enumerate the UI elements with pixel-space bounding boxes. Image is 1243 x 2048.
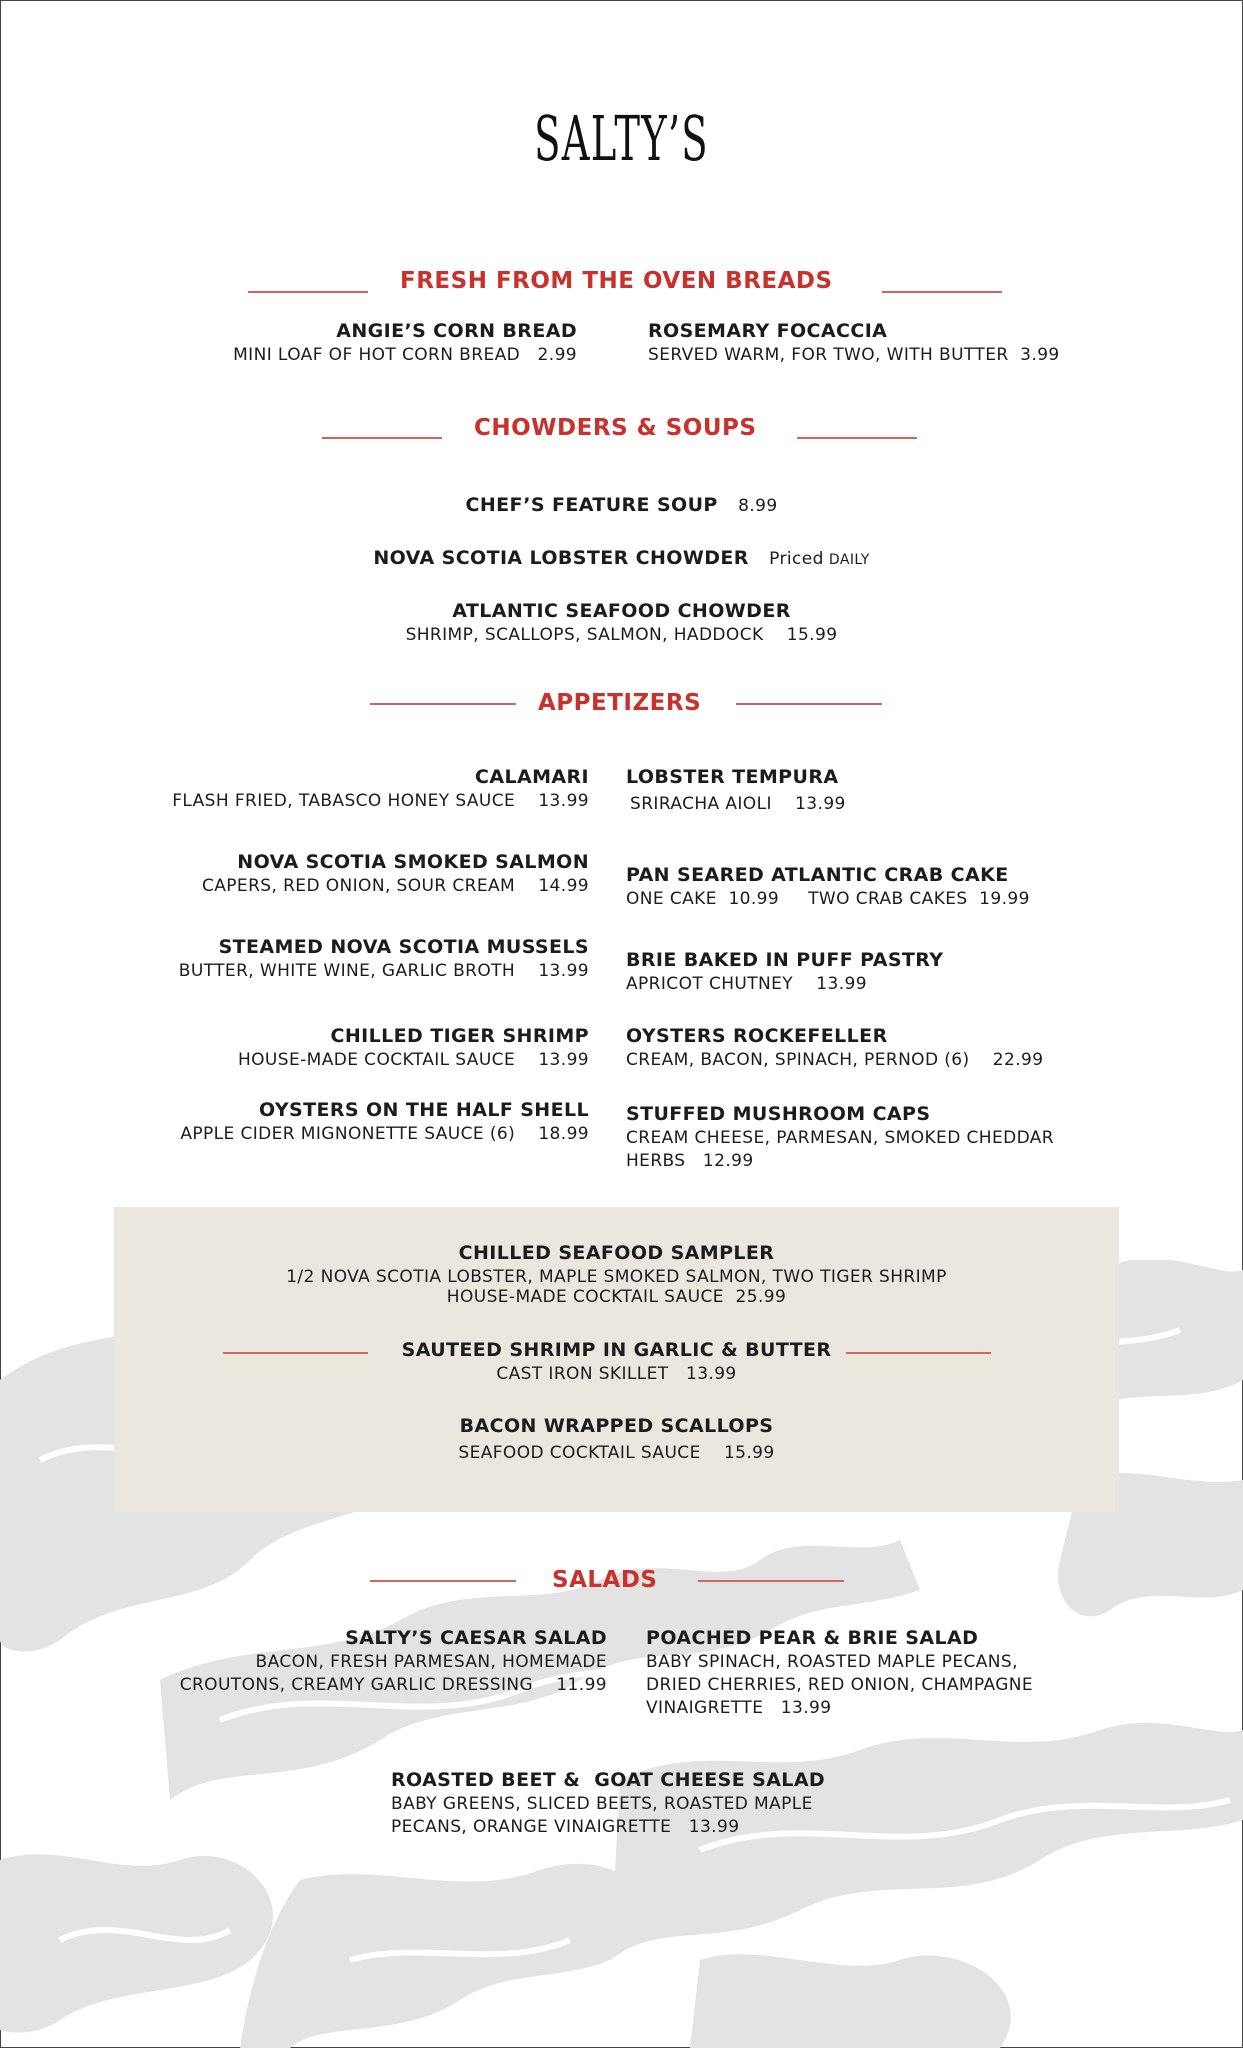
- menu-item: [172, 766, 589, 811]
- menu-item: [233, 320, 577, 365]
- item-desc: SEAFOOD COCKTAIL SAUCE: [458, 1443, 701, 1463]
- item-desc: BABY GREENS, SLICED BEETS, ROASTED MAPLE: [391, 1794, 813, 1814]
- item-desc: BACON, FRESH PARMESAN, HOMEMADE: [255, 1652, 607, 1672]
- item-desc-cont: CROUTONS, CREAMY GARLIC DRESSING: [179, 1675, 534, 1695]
- item-desc-cont: HOUSE-MADE COCKTAIL SAUCE: [446, 1287, 724, 1307]
- item-desc: FLASH FRIED, TABASCO HONEY SAUCE: [172, 791, 516, 811]
- item-price: 13.99: [795, 794, 846, 814]
- divider-rule: [698, 1580, 844, 1582]
- item-desc: 1/2 NOVA SCOTIA LOBSTER, MAPLE SMOKED SALMON, TWO TIGER SHRIMP: [286, 1267, 947, 1287]
- item-name: BRIE BAKED IN PUFF PASTRY: [626, 949, 944, 971]
- menu-item: [391, 1769, 825, 1837]
- menu-item: [626, 949, 943, 994]
- menu-item: [202, 851, 589, 896]
- item-name: NOVA SCOTIA SMOKED SALMON: [237, 851, 589, 873]
- divider-rule: [370, 1580, 516, 1582]
- item-desc: SHRIMP, SCALLOPS, SALMON, HADDOCK: [405, 625, 764, 645]
- item-price: 13.99: [538, 1050, 589, 1070]
- item-desc: HOUSE-MADE COCKTAIL SAUCE: [237, 1050, 516, 1070]
- menu-item: [626, 766, 846, 814]
- item-name: LOBSTER TEMPURA: [626, 766, 839, 788]
- divider-rule: [370, 703, 516, 705]
- item-price: 22.99: [992, 1050, 1044, 1070]
- menu-item: [0, 547, 1243, 569]
- menu-item: [114, 1415, 1119, 1463]
- item-desc-cont: HERBS: [626, 1151, 686, 1171]
- item-desc: SERVED WARM, FOR TWO, WITH BUTTER: [648, 345, 1009, 365]
- item-price: 18.99: [538, 1124, 589, 1144]
- item-name: ANGIE’S CORN BREAD: [336, 320, 577, 342]
- restaurant-logo: SALTY’S: [534, 102, 709, 175]
- item-price: 3.99: [1020, 345, 1060, 365]
- divider-rule: [882, 291, 1002, 293]
- item-name: ATLANTIC SEAFOOD CHOWDER: [452, 600, 791, 622]
- item-name: NOVA SCOTIA LOBSTER CHOWDER: [373, 547, 749, 569]
- item-desc: ONE CAKE 10.99 TWO CRAB CAKES 19.99: [626, 889, 1030, 909]
- item-price: 12.99: [702, 1151, 754, 1171]
- item-price-prefix: Priced: [769, 549, 824, 569]
- item-name: OYSTERS ON THE HALF SHELL: [259, 1099, 589, 1121]
- item-name: CHILLED TIGER SHRIMP: [330, 1025, 589, 1047]
- menu-item: [626, 1103, 1054, 1171]
- divider-rule: [322, 437, 442, 439]
- item-name: CALAMARI: [475, 766, 589, 788]
- item-name: SAUTEED SHRIMP IN GARLIC & BUTTER: [401, 1339, 832, 1361]
- item-name: STUFFED MUSHROOM CAPS: [626, 1103, 931, 1125]
- item-price: 15.99: [786, 625, 838, 645]
- item-name: CHEF’S FEATURE SOUP: [465, 494, 718, 516]
- section-title-chowders: CHOWDERS & SOUPS: [474, 415, 757, 441]
- divider-rule: [736, 703, 882, 705]
- menu-item: [626, 864, 1030, 909]
- item-price: 8.99: [738, 496, 778, 516]
- item-price: 13.99: [688, 1817, 740, 1837]
- item-price: DAILY: [828, 552, 870, 568]
- item-desc: CAPERS, RED ONION, SOUR CREAM: [201, 876, 516, 896]
- menu-item: [114, 1339, 1119, 1384]
- item-price: 25.99: [735, 1287, 787, 1307]
- item-price: 13.99: [538, 961, 589, 981]
- item-price: 13.99: [816, 974, 867, 994]
- item-desc: BUTTER, WHITE WINE, GARLIC BROTH: [178, 961, 516, 981]
- menu-item: [114, 1242, 1119, 1307]
- item-name: OYSTERS ROCKEFELLER: [626, 1025, 888, 1047]
- menu-item: [179, 936, 589, 981]
- menu-item: [180, 1099, 589, 1144]
- item-price: 2.99: [537, 345, 577, 365]
- section-title-appetizers: APPETIZERS: [538, 690, 702, 716]
- menu-item: [180, 1627, 607, 1695]
- item-desc: SRIRACHA AIOLI: [630, 794, 772, 814]
- item-price: 13.99: [780, 1698, 832, 1718]
- item-name: ROSEMARY FOCACCIA: [648, 320, 888, 342]
- divider-rule: [248, 291, 368, 293]
- item-name: SALTY’S CAESAR SALAD: [345, 1627, 607, 1649]
- item-desc: CREAM CHEESE, PARMESAN, SMOKED CHEDDAR: [626, 1128, 1055, 1148]
- menu-item: [0, 494, 1243, 516]
- item-price: 13.99: [685, 1364, 737, 1384]
- menu-item: [648, 320, 1060, 365]
- item-desc-cont: VINAIGRETTE: [646, 1698, 764, 1718]
- section-title-salads: SALADS: [552, 1567, 658, 1593]
- divider-rule: [797, 437, 917, 439]
- section-title-breads: FRESH FROM THE OVEN BREADS: [400, 268, 833, 294]
- menu-item: [0, 600, 1243, 645]
- menu-item: [626, 1025, 1043, 1070]
- item-name: PAN SEARED ATLANTIC CRAB CAKE: [626, 864, 1009, 886]
- item-desc: MINI LOAF OF HOT CORN BREAD: [233, 345, 521, 365]
- item-price: 13.99: [538, 791, 589, 811]
- item-name: STEAMED NOVA SCOTIA MUSSELS: [218, 936, 589, 958]
- item-name: CHILLED SEAFOOD SAMPLER: [458, 1242, 775, 1264]
- item-price: 15.99: [723, 1443, 775, 1463]
- item-price: 14.99: [538, 876, 589, 896]
- item-desc-cont: PECANS, ORANGE VINAIGRETTE: [391, 1817, 672, 1837]
- item-desc: CAST IRON SKILLET: [496, 1364, 669, 1384]
- menu-item: [238, 1025, 589, 1070]
- item-desc-cont: DRIED CHERRIES, RED ONION, CHAMPAGNE: [646, 1675, 1034, 1695]
- item-name: BACON WRAPPED SCALLOPS: [459, 1415, 774, 1437]
- item-desc: APPLE CIDER MIGNONETTE SAUCE (6): [180, 1124, 516, 1144]
- item-desc: CREAM, BACON, SPINACH, PERNOD (6): [626, 1050, 970, 1070]
- menu-item: [646, 1627, 1033, 1718]
- item-desc: BABY SPINACH, ROASTED MAPLE PECANS,: [646, 1652, 1018, 1672]
- item-price: 11.99: [556, 1675, 607, 1695]
- item-desc: APRICOT CHUTNEY: [626, 974, 794, 994]
- item-name: ROASTED BEET & GOAT CHEESE SALAD: [391, 1769, 826, 1791]
- item-name: POACHED PEAR & BRIE SALAD: [646, 1627, 979, 1649]
